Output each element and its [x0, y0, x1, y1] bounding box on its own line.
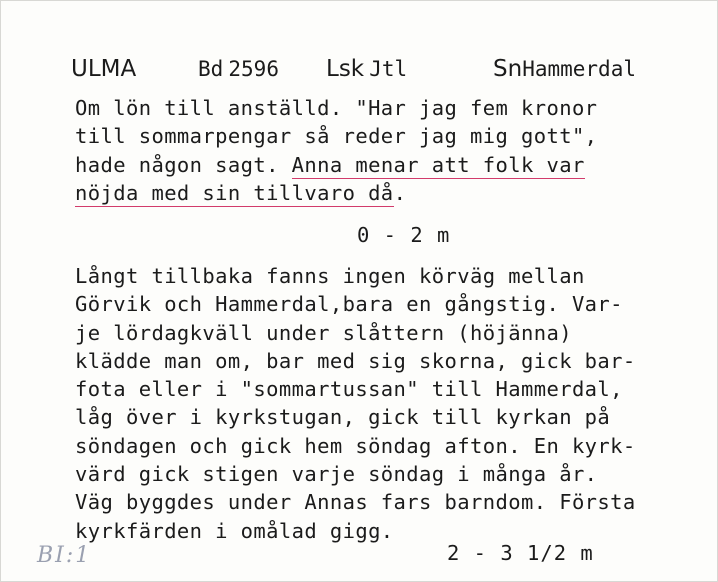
time-measure: 0 - 2 m [357, 223, 451, 247]
underlined-text: nöjda med sin tillvaro då [75, 180, 394, 205]
text-line: Långt tillbaka fanns ingen körväg mellan [75, 264, 585, 288]
underlined-text: Anna menar att folk var [291, 152, 585, 177]
volume-label: Bd [198, 57, 224, 81]
archive-name: ULMA [71, 56, 137, 82]
handwritten-note: BI:1 [37, 543, 92, 568]
parish-label: Sn [493, 56, 523, 82]
text-line: Om lön till anställd. "Har jag fem kronor [75, 96, 598, 120]
text-line: till sommarpengar så reder jag mig gott", [75, 124, 598, 149]
parish-value: Hammerdal [522, 57, 636, 81]
volume-field [198, 54, 279, 86]
text-line: klädde man om, bar med sig skorna, gick bar- [75, 348, 636, 373]
note-paragraph-1 [75, 94, 597, 207]
text-line [75, 179, 597, 207]
parish-field [493, 54, 636, 86]
text-segment: . [393, 180, 407, 205]
volume-value: 2596 [228, 57, 279, 81]
note-paragraph-2 [75, 262, 636, 545]
province-value: Jtl [369, 57, 408, 81]
province-field [326, 54, 407, 86]
province-label: Lsk [326, 56, 365, 82]
text-line: fota eller i "sommartussan" till Hammerdal, [75, 377, 623, 402]
text-line: Väg byggdes under Annas fars barndom. Första [75, 490, 636, 515]
time-measure: 2 - 3 1/2 m [447, 541, 594, 565]
text-line: låg över i kyrkstugan, gick till kyrkan på [75, 405, 611, 430]
text-segment: hade någon sagt. [75, 152, 292, 177]
text-line: söndagen och gick hem söndag afton. En kyrk- [75, 433, 636, 458]
text-line: je lördagkväll under slåttern (höjänna) [75, 320, 572, 345]
text-line: värd gick stigen varje söndag i många år. [75, 462, 598, 487]
text-line: kyrkfärden i omålad gigg. [75, 518, 394, 543]
text-line: Görvik och Hammerdal,bara en gångstig. Var- [75, 292, 623, 317]
text-line [75, 151, 597, 179]
